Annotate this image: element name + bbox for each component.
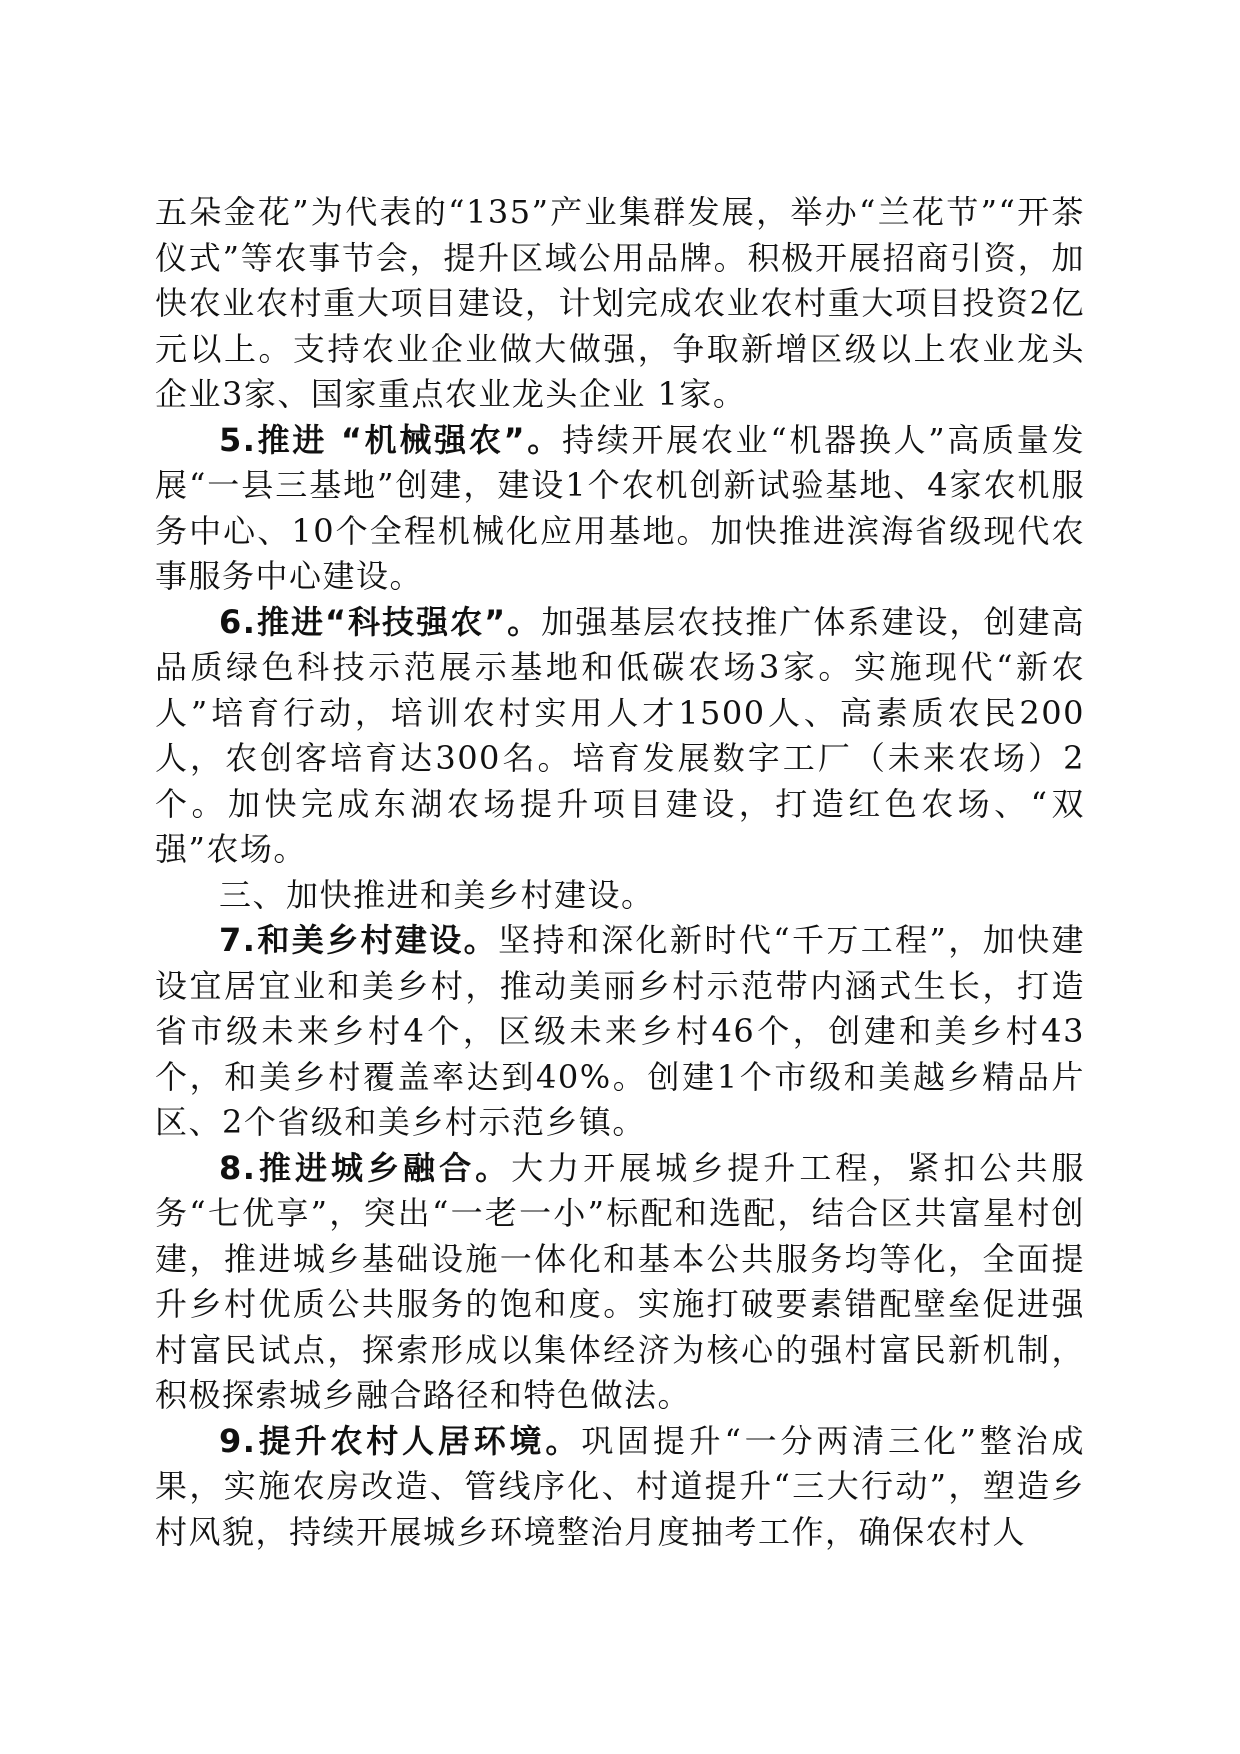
- paragraph-continuation: 五朵金花”为代表的“135”产业集群发展，举办“兰花节”“开茶仪式”等农事节会，提升区域公用品牌。积极开展招商引资，加快农业农村重大项目建设，计划完成农业农村重大项目投资2亿元以上。支持农业企业做大做强，争取新增区级以上农业龙头企业3家、国家重点农业龙头企业 1家。: [155, 193, 1085, 413]
- item-5-title: 5.推进 “机械强农”。: [219, 420, 563, 459]
- item-6-title: 6.推进“科技强农”。: [219, 602, 542, 641]
- item-8-paragraph: [155, 1146, 1085, 1419]
- item-7-paragraph: [155, 918, 1085, 1146]
- document-page: [155, 190, 1085, 1555]
- section-3-heading: 三、加快推进和美乡村建设。: [219, 875, 655, 914]
- item-8-title: 8.推进城乡融合。: [219, 1148, 512, 1187]
- item-9-body: 巩固提升“一分两清三化”整治成果，实施农房改造、管线序化、村道提升“三大行动”，塑造乡村风貌，持续开展城乡环境整治月度抽考工作，确保农村人: [155, 1421, 1085, 1551]
- item-7-title: 7.和美乡村建设。: [219, 921, 499, 959]
- item-7-body: 坚持和深化新时代“千万工程”，加快建设宜居宜业和美乡村，推动美丽乡村示范带内涵式生长，打造省市级未来乡村4个，区级未来乡村46个，创建和美乡村43个，和美乡村覆盖率达到40%。创建1个市级和美越乡精品片区、2个省级和美乡村示范乡镇。: [155, 921, 1085, 1141]
- item-8-body: 大力开展城乡提升工程，紧扣公共服务“七优享”，突出“一老一小”标配和选配，结合区共富星村创建，推进城乡基础设施一体化和基本公共服务均等化，全面提升乡村优质公共服务的饱和度。实施打破要素错配壁垒促进强村富民试点，探索形成以集体经济为核心的强村富民新机制，积极探索城乡融合路径和特色做法。: [155, 1148, 1085, 1414]
- item-9-title: 9.提升农村人居环境。: [219, 1421, 582, 1460]
- item-5-paragraph: [155, 418, 1085, 600]
- item-9-paragraph: [155, 1419, 1085, 1556]
- item-6-body: 加强基层农技推广体系建设，创建高品质绿色科技示范展示基地和低碳农场3家。实施现代“新农人”培育行动，培训农村实用人才1500人、高素质农民200人，农创客培育达300名。培育发展数字工厂（未来农场）2个。加快完成东湖农场提升项目建设，打造红色农场、“双强”农场。: [155, 602, 1085, 868]
- item-6-paragraph: [155, 600, 1085, 873]
- item-5-body: 持续开展农业“机器换人”高质量发展“一县三基地”创建，建设1个农机创新试验基地、4家农机服务中心、10个全程机械化应用基地。加快推进滨海省级现代农事服务中心建设。: [155, 420, 1085, 595]
